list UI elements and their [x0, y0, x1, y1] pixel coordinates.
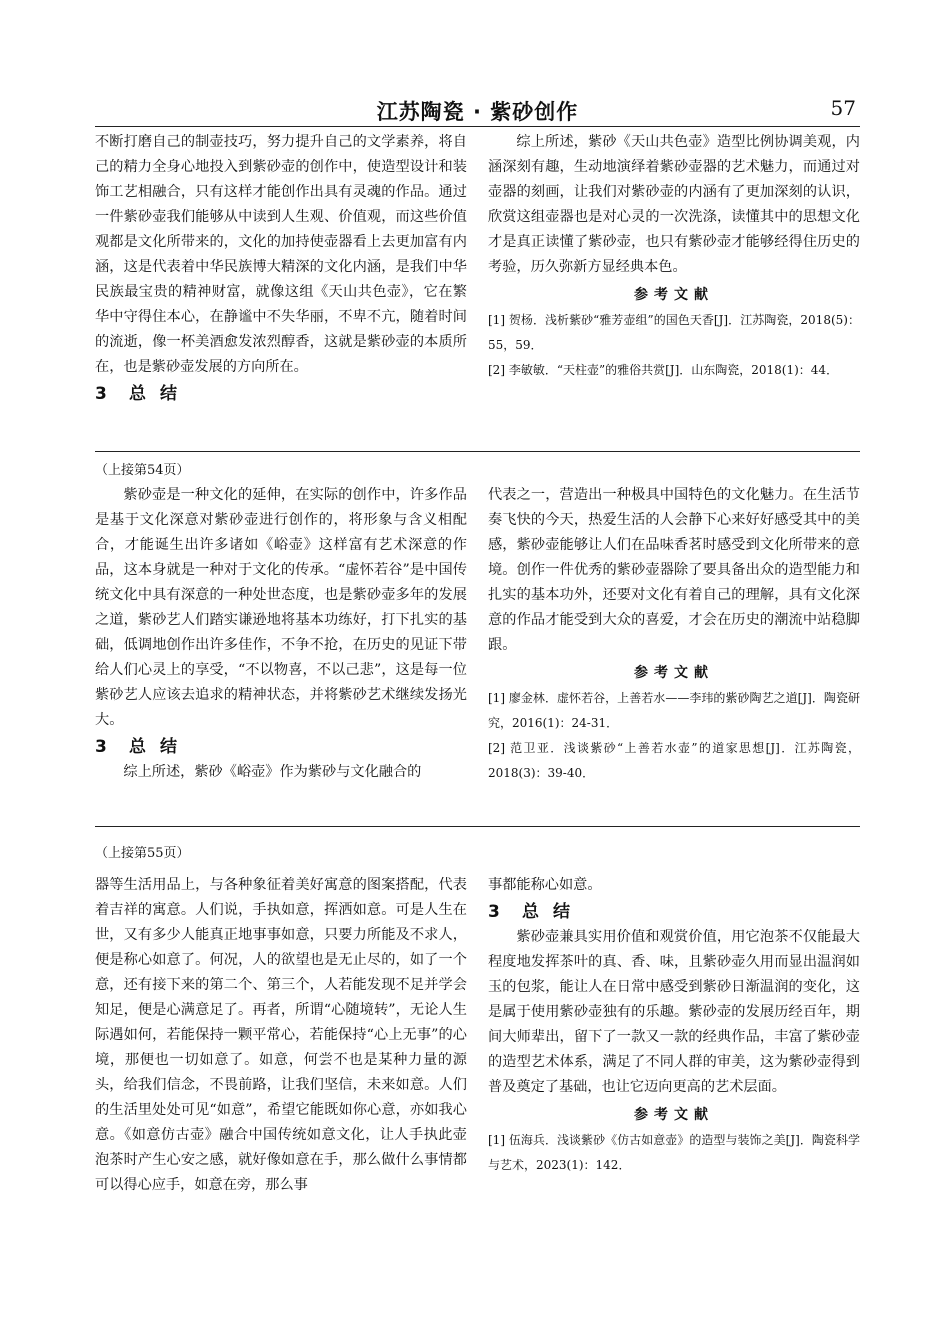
reference-item: [2] 李敏敏．“天柱壶”的雅俗共赏[J]．山东陶瓷，2018(1)：44． — [488, 363, 839, 377]
s3-left-column — [95, 873, 467, 1198]
s2-body-text: 紫砂壶是一种文化的延伸，在实际的创作中，许多作品是基于文化深意对紫砂壶进行创作的，将形象与含义相配合，才能诞生出许多诸如《峪壶》这样富有艺术深意的作品，这本身就是一种对于文化的传承。“虚怀若谷”是中国传统文化中具有深意的一种处世态度，也是紫砂壶多年的发展之道，紫砂艺人们踏实谦逊地将基本功练好，打下扎实的基础，低调地创作出许多佳作，不争不抢，在历史的见证下带给人们心灵上的享受，“不以物喜，不以己悲”，这是每一位紫砂艺人应该去追求的精神状态，并将紫砂艺术继续发扬光大。 — [95, 487, 467, 728]
section-title: 总结 — [522, 902, 584, 922]
page-number: 57 — [830, 96, 856, 120]
article-divider — [95, 826, 860, 827]
s2-right-column — [488, 483, 860, 786]
s3-continued-note: （上接第55页） — [95, 846, 190, 861]
reference-item: [1] 廖金林．虚怀若谷，上善若水——李玮的紫砂陶艺之道[J]．陶瓷研究，2016(1)：24-31． — [488, 691, 860, 730]
s3-section-heading — [488, 899, 860, 925]
s2-left-column — [95, 483, 467, 785]
s1-references-heading: 参考文献 — [634, 287, 714, 303]
s2-section-heading — [95, 734, 467, 760]
s1-body-text: 不断打磨自己的制壶技巧，努力提升自己的文学素养，将自己的精力全身心地投入到紫砂壶的创作中，使造型设计和装饰工艺相融合，只有这样才能创作出具有灵魂的作品。通过一件紫砂壶我们能够从中读到人生观、价值观，而这些价值观都是文化所带来的，文化的加持使壶器看上去更加富有内涵，这是代表着中华民族博大精深的文化内涵，是我们中华民族最宝贵的精神财富，就像这组《天山共色壶》，它在繁华中守得住本心，在静谧中不失华丽，不卑不亢，随着时间的流逝，像一杯美酒愈发浓烈醇香，这就是紫砂壶的本质所在，也是紫砂壶发展的方向所在。 — [95, 134, 467, 375]
reference-item: [2] 范卫亚．浅谈紫砂“上善若水壶”的道家思想[J]．江苏陶瓷，2018(3)：39-40． — [488, 741, 860, 780]
s2-references-heading: 参考文献 — [634, 665, 714, 681]
s1-section-heading — [95, 381, 467, 407]
article-divider — [95, 451, 860, 452]
section-number: 3 — [95, 384, 107, 404]
reference-item: [1] 贺杨．浅析紫砂“雅芳壶组”的国色天香[J]．江苏陶瓷，2018(5)：55，59． — [488, 313, 860, 352]
s3-references-heading: 参考文献 — [634, 1107, 714, 1123]
s1-conclusion-text: 综上所述，紫砂《天山共色壶》造型比例协调美观，内涵深刻有趣，生动地演绎着紫砂壶器的艺术魅力，而通过对壶器的刻画，让我们对紫砂壶的内涵有了更加深刻的认识，欣赏这组壶器也是对心灵的一次洗涤，读懂其中的思想文化才是真正读懂了紫砂壶，也只有紫砂壶才能够经得住历史的考验，历久弥新方显经典本色。 — [488, 134, 860, 275]
s2-conclusion-start: 综上所述，紫砂《峪壶》作为紫砂与文化融合的 — [123, 764, 422, 780]
s3-body-text-end: 事都能称心如意。 — [488, 877, 602, 893]
s3-right-column — [488, 873, 860, 1178]
s3-body-text: 器等生活用品上，与各种象征着美好寓意的图案搭配，代表着吉祥的寓意。人们说，手执如意，挥洒如意。可是人生在世，又有多少人能真正地事事如意，只要力所能及不求人，便是称心如意了。何况，人的欲望也是无止尽的，如了一个意，还有接下来的第二个、第三个，人若能发现不足并学会知足，便是心满意足了。再者，所谓“心随境转”，无论人生际遇如何，若能保持一颗平常心，若能保持“心上无事”的心境，那便也一切如意了。如意，何尝不也是某种力量的源头，给我们信念，不畏前路，让我们坚信，未来如意。人们的生活里处处可见“如意”，希望它能既如你心意，亦如我心意。《如意仿古壶》融合中国传统如意文化，让人手执此壶泡茶时产生心安之感，就好像如意在手，那么做什么事情都可以得心应手，如意在旁，那么事 — [95, 877, 467, 1193]
section-number: 3 — [488, 902, 500, 922]
section-title: 总结 — [129, 737, 191, 757]
s1-right-column — [488, 130, 860, 383]
section-number: 3 — [95, 737, 107, 757]
reference-item: [1] 伍海兵．浅谈紫砂《仿古如意壶》的造型与装饰之美[J]．陶瓷科学与艺术，2023(1)：142． — [488, 1133, 860, 1172]
s2-continued-note: （上接第54页） — [95, 463, 190, 478]
s2-conclusion-text: 代表之一，营造出一种极具中国特色的文化魅力。在生活节奏飞快的今天，热爱生活的人会静下心来好好感受其中的美感，紫砂壶能够让人们在品味香茗时感受到文化所带来的意境。创作一件优秀的紫砂壶器除了要具备出众的造型能力和扎实的基本功外，还要对文化有着自己的理解，具有文化深意的作品才能受到大众的喜爱，才会在历史的潮流中站稳脚跟。 — [488, 487, 860, 653]
s3-conclusion-text: 紫砂壶兼具实用价值和观赏价值，用它泡茶不仅能最大程度地发挥茶叶的真、香、味，且紫砂壶久用而显出温润如玉的包浆，能让人在日常中感受到紫砂日渐温润的变化，这是属于使用紫砂壶独有的乐趣。紫砂壶的发展历经百年，期间大师辈出，留下了一款又一款的经典作品，丰富了紫砂壶的造型艺术体系，满足了不同人群的审美，这为紫砂壶得到普及奠定了基础，也让它迈向更高的艺术层面。 — [488, 929, 860, 1095]
page-header — [95, 94, 860, 127]
journal-title: 江苏陶瓷 · 紫砂创作 — [376, 100, 579, 124]
s1-left-column — [95, 130, 467, 407]
section-title: 总结 — [129, 384, 191, 404]
